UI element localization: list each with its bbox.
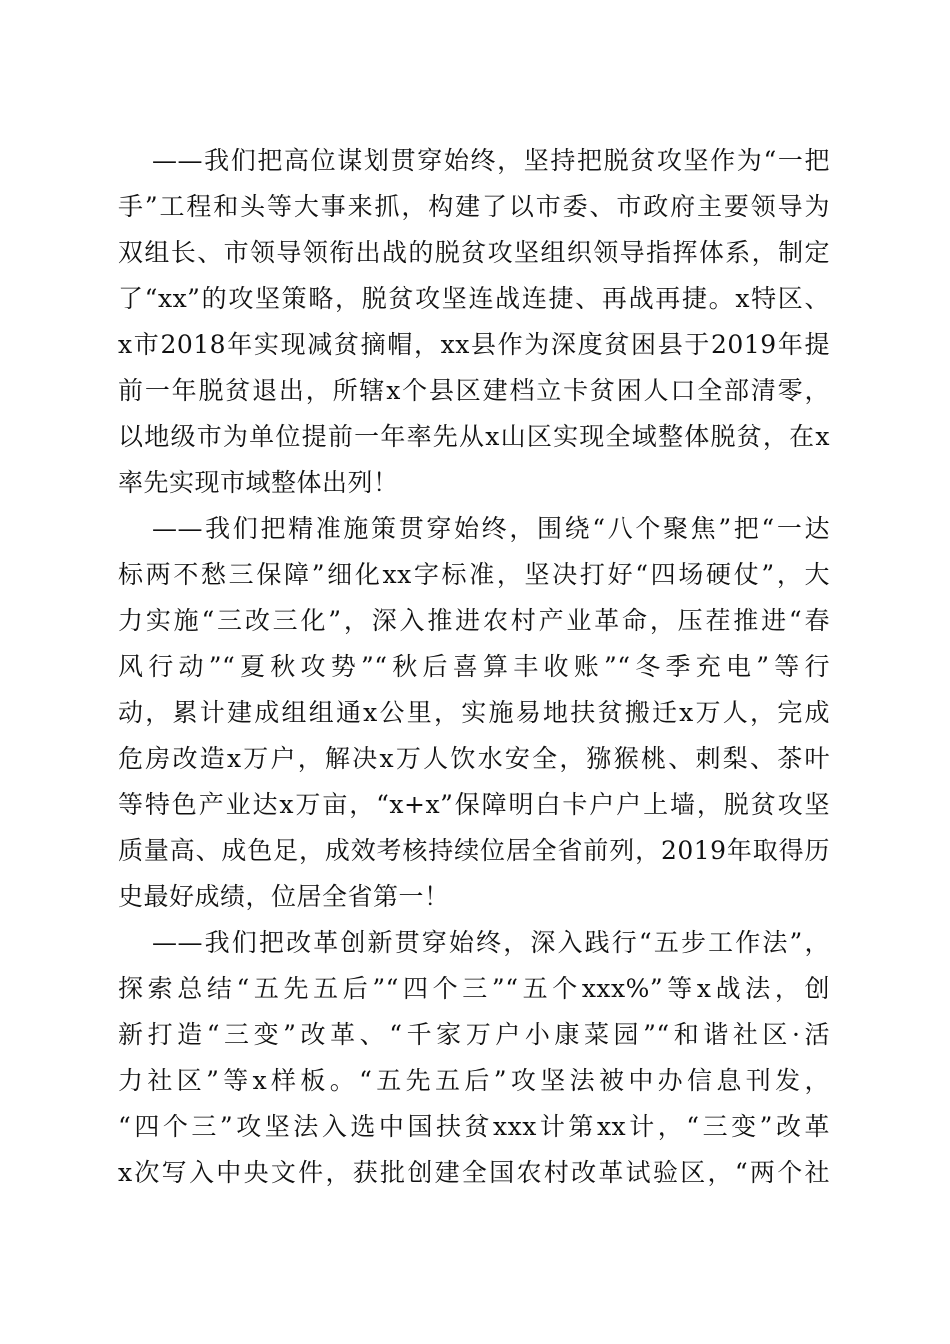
- text-line: 危房改造x万户，解决x万人饮水安全，猕猴桃、刺梨、茶叶: [118, 744, 830, 773]
- text-line: 手”工程和头等大事来抓，构建了以市委、市政府主要领导为: [118, 192, 830, 221]
- text-line: “四个三”攻坚法入选中国扶贫xxx计第xx计，“三变”改革: [118, 1112, 830, 1141]
- text-line: 等特色产业达x万亩，“x+x”保障明白卡户户上墙，脱贫攻坚: [118, 790, 830, 819]
- paragraph-precise-policy: [118, 506, 830, 920]
- text-line: ——我们把改革创新贯穿始终，深入践行“五步工作法”，: [152, 928, 830, 957]
- text-line: 双组长、市领导领衔出战的脱贫攻坚组织领导指挥体系，制定: [118, 238, 830, 267]
- text-line: 力实施“三改三化”，深入推进农村产业革命，压茬推进“春: [118, 606, 830, 635]
- text-line: ——我们把高位谋划贯穿始终，坚持把脱贫攻坚作为“一把: [152, 146, 830, 175]
- text-line: 力社区”等x样板。“五先五后”攻坚法被中办信息刊发，: [118, 1066, 830, 1095]
- text-line: 以地级市为单位提前一年率先从x山区实现全域整体脱贫，在x: [118, 422, 830, 451]
- text-line: 质量高、成色足，成效考核持续位居全省前列，2019年取得历: [118, 836, 830, 865]
- text-line: 标两不愁三保障”细化xx字标准，坚决打好“四场硬仗”，大: [118, 560, 830, 589]
- text-line: x市2018年实现减贫摘帽，xx县作为深度贫困县于2019年提: [118, 330, 830, 359]
- text-line: 风行动”“夏秋攻势”“秋后喜算丰收账”“冬季充电”等行: [118, 652, 830, 681]
- text-line: 新打造“三变”改革、“千家万户小康菜园”“和谐社区·活: [118, 1020, 830, 1049]
- text-line: ——我们把精准施策贯穿始终，围绕“八个聚焦”把“一达: [152, 514, 830, 543]
- paragraph-poverty-planning: [118, 138, 830, 506]
- text-line: 动，累计建成组组通x公里，实施易地扶贫搬迁x万人，完成: [118, 698, 830, 727]
- document-body: [118, 138, 830, 1196]
- text-line: 前一年脱贫退出，所辖x个县区建档立卡贫困人口全部清零，: [118, 376, 830, 405]
- text-line: 史最好成绩，位居全省第一！: [118, 882, 450, 911]
- text-line: 探索总结“五先五后”“四个三”“五个xxx%”等x战法，创: [118, 974, 830, 1003]
- text-line: x次写入中央文件，获批创建全国农村改革试验区，“两个社: [118, 1158, 830, 1187]
- text-line: 率先实现市域整体出列！: [118, 468, 399, 497]
- paragraph-reform-innovation: [118, 920, 830, 1196]
- text-line: 了“xx”的攻坚策略，脱贫攻坚连战连捷、再战再捷。x特区、: [118, 284, 830, 313]
